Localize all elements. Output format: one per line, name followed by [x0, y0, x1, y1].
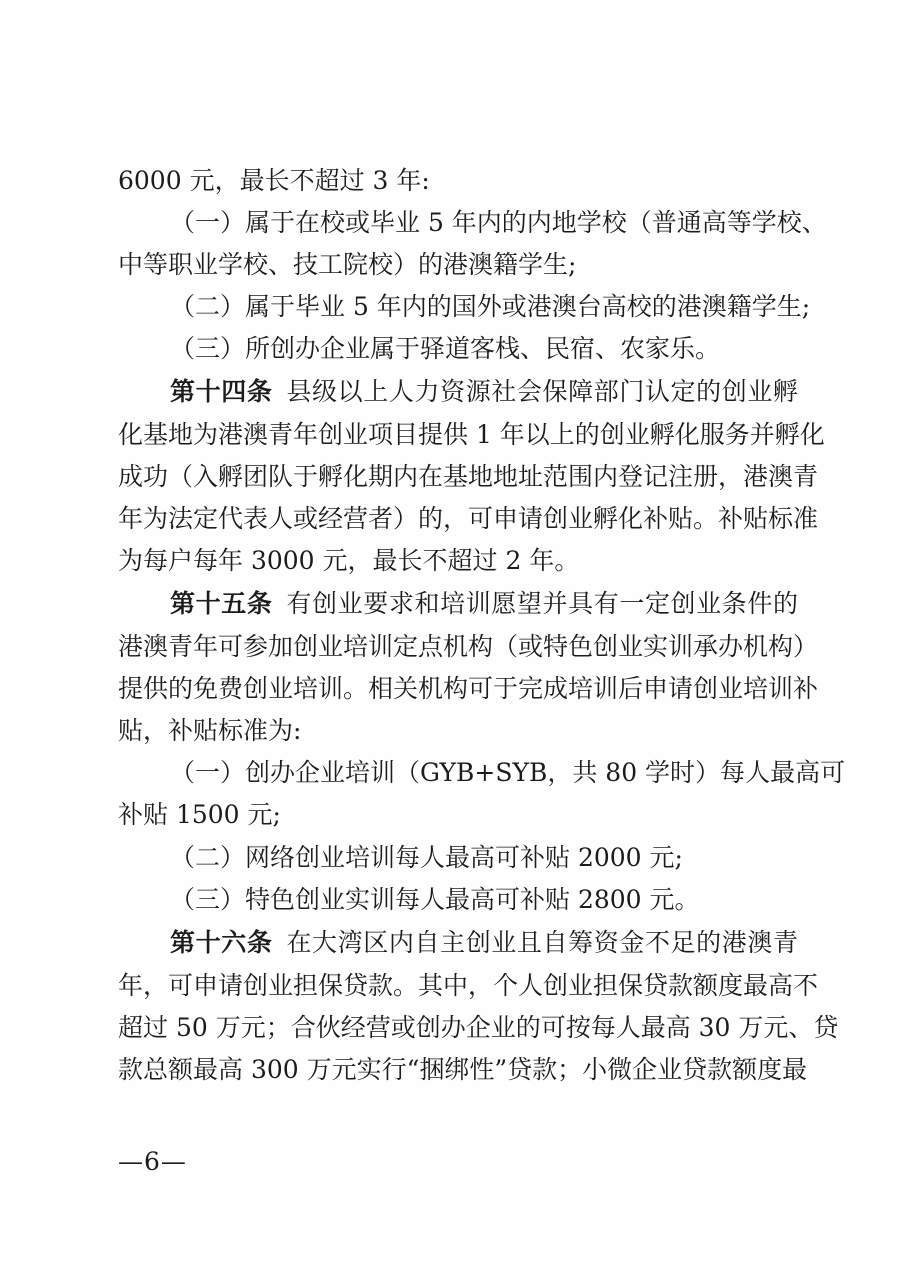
- list-item-1-line-1: （一）属于在校或毕业 5 年内的内地学校（普通高等学校、: [170, 208, 827, 237]
- page-number: —6—: [118, 1147, 187, 1176]
- article-14-line-2: 化基地为港澳青年创业项目提供 1 年以上的创业孵化服务并孵化: [118, 420, 825, 449]
- list-item-1-line-2: 中等职业学校、技工院校）的港澳籍学生;: [118, 250, 577, 279]
- body-line-1: 6000 元，最长不超过 3 年:: [118, 166, 430, 195]
- article-15-line-2: 港澳青年可参加创业培训定点机构（或特色创业实训承办机构）: [118, 632, 819, 661]
- article-16-line-1: 第十六条 在大湾区内自主创业且自筹资金不足的港澳青: [170, 928, 798, 957]
- list-item-2: （二）属于毕业 5 年内的国外或港澳台高校的港澳籍学生;: [170, 292, 811, 321]
- article-14-line-3: 成功（入孵团队于孵化期内在基地地址范围内登记注册，港澳青: [118, 462, 819, 491]
- article-14-heading: 第十四条: [170, 377, 273, 406]
- training-item-2: （二）网络创业培训每人最高可补贴 2000 元;: [170, 843, 683, 872]
- training-item-1-line-1: （一）创办企业培训（GYB+SYB，共 80 学时）每人最高可: [170, 758, 846, 787]
- article-16-line-4: 款总额最高 300 万元实行“捆绑性”贷款；小微企业贷款额度最: [118, 1055, 808, 1084]
- article-16-line-2: 年，可申请创业担保贷款。其中，个人创业担保贷款额度最高不: [118, 971, 819, 1000]
- article-16-heading: 第十六条: [170, 928, 273, 957]
- article-14-line-5: 为每户每年 3000 元，最长不超过 2 年。: [118, 546, 580, 575]
- article-14-line-1: 第十四条 县级以上人力资源社会保障部门认定的创业孵: [170, 377, 798, 406]
- article-15-heading: 第十五条: [170, 589, 273, 618]
- article-15-line-4: 贴，补贴标准为:: [118, 716, 302, 745]
- training-item-3: （三）特色创业实训每人最高可补贴 2800 元。: [170, 885, 700, 914]
- training-item-1-line-2: 补贴 1500 元;: [118, 800, 281, 829]
- list-item-3: （三）所创办企业属于驿道客栈、民宿、农家乐。: [170, 334, 721, 363]
- article-15-line-1: 第十五条 有创业要求和培训愿望并具有一定创业条件的: [170, 589, 798, 618]
- article-16-line-3: 超过 50 万元；合伙经营或创办企业的可按每人最高 30 万元、贷: [118, 1013, 839, 1042]
- article-14-line-4: 年为法定代表人或经营者）的，可申请创业孵化补贴。补贴标准: [118, 504, 819, 533]
- article-15-line-3: 提供的免费创业培训。相关机构可于完成培训后申请创业培训补: [118, 674, 819, 703]
